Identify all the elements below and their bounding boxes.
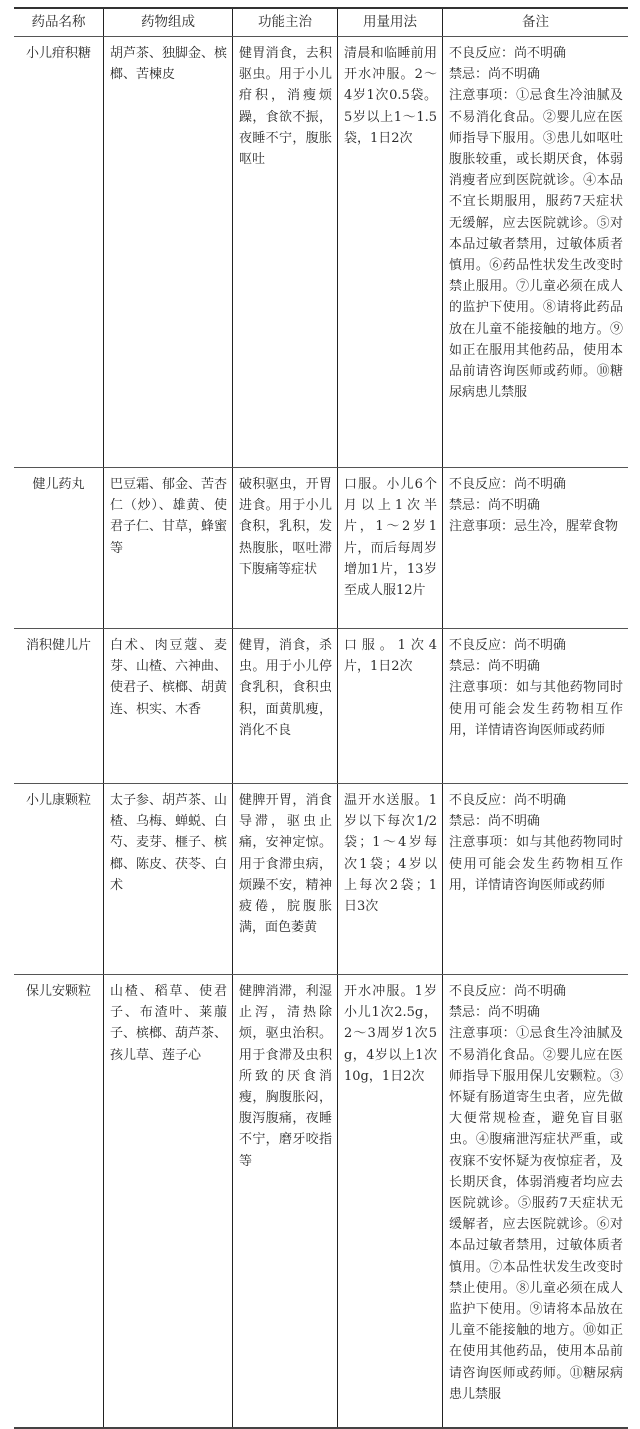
precautions: 注意事项：如与其他药物同时使用可能会发生药物相互作用，详情请咨询医师或药师 [449,680,623,738]
drug-name: 消积健儿片 [25,638,91,653]
dosage: 口服。小儿6个月以上1次半片，1～2岁1片，而后每周岁增加1片，13岁至成人服12片 [337,468,442,628]
notes [442,629,628,783]
drug-name: 小儿康颗粒 [25,793,91,808]
contraindications: 禁忌：尚不明确 [449,814,541,830]
contraindications: 禁忌：尚不明确 [449,659,541,675]
composition: 胡芦茶、独脚金、槟榔、苦楝皮 [103,37,232,467]
contraindications: 禁忌：尚不明确 [449,67,541,83]
table-row [14,468,628,629]
drug-name: 保儿安颗粒 [25,984,91,999]
drug-name: 健儿药丸 [32,477,85,492]
composition: 太子参、胡芦茶、山楂、乌梅、蝉蜕、白芍、麦芽、榧子、槟榔、陈皮、茯苓、白术 [103,784,232,974]
indications: 健胃，消食，杀虫。用于小儿停食乳积，食积虫积，面黄肌瘦，消化不良 [232,629,337,783]
medicine-table [14,7,628,1429]
indications: 健脾消滞，利湿止泻，清热除烦，驱虫治积。用于食滞及虫积所致的厌食消瘦，胸腹胀闷，腹泻腹痛，夜睡不宁，磨牙咬指等 [232,975,337,1427]
table-row [14,784,628,975]
table-row [14,629,628,784]
contraindications: 禁忌：尚不明确 [449,498,541,514]
precautions: 注意事项：①忌食生冷油腻及不易消化食品。②婴儿应在医师指导下服用保儿安颗粒。③怀疑有肠道寄生虫者，应先做大便常规检查，避免盲目驱虫。④腹痛泄泻症状严重，或夜寐不安怀疑为夜惊症者，及长期厌食，体弱消瘦者均应去医院就诊。⑤服药7天症状无缓解者，应去医院就诊。⑥对本品过敏者禁用，过敏体质者慎用。⑦本品性状发生改变时禁止使用。⑧儿童必须在成人监护下使用。⑨请将本品放在儿童不能接触的地方。⑩如正在使用其他药品，使用本品前请咨询医师或药师。⑪糖尿病患儿禁服 [449,1026,623,1402]
composition: 白术、肉豆蔻、麦芽、山楂、六神曲、使君子、槟榔、胡黄连、枳实、木香 [103,629,232,783]
dosage: 口服。1次4片，1日2次 [337,629,442,783]
adverse-reactions: 不良反应：尚不明确 [449,984,567,999]
dosage: 开水冲服。1岁小儿1次2.5g，2～3周岁1次5g，4岁以上1次10g，1日2次 [337,975,442,1427]
dosage: 清晨和临睡前用开水冲服。2～4岁1次0.5袋。5岁以上1～1.5袋，1日2次 [337,37,442,467]
precautions: 注意事项：①忌食生冷油腻及不易消化食品。②婴儿应在医师指导下服用。③患儿如呕吐腹胀较重，或长期厌食，体弱消瘦者应到医院就诊。④本品不宜长期服用，服药7天症状无缓解，应去医院就诊。⑤对本品过敏者禁用，过敏体质者慎用。⑥药品性状发生改变时禁止服用。⑦儿童必须在成人的监护下使用。⑧请将此药品放在儿童不能接触的地方。⑨如正在服用其他药品，使用本品前请咨询医师或药师。⑩糖尿病患儿禁服 [449,88,623,401]
header-composition: 药物组成 [103,9,232,36]
precautions: 注意事项：如与其他药物同时使用可能会发生药物相互作用，详情请咨询医师或药师 [449,835,623,893]
table-row [14,37,628,468]
adverse-reactions: 不良反应：尚不明确 [449,46,567,61]
header-dosage: 用量用法 [337,9,442,36]
notes [442,468,628,628]
notes [442,784,628,974]
indications: 健胃消食，去积驱虫。用于小儿疳积，消瘦烦躁，食欲不振，夜睡不宁，腹胀呕吐 [232,37,337,467]
adverse-reactions: 不良反应：尚不明确 [449,638,567,653]
header-drug-name: 药品名称 [31,14,86,30]
header-notes: 备注 [442,9,628,36]
contraindications: 禁忌：尚不明确 [449,1005,541,1021]
header-indications: 功能主治 [232,9,337,36]
notes [442,37,628,467]
adverse-reactions: 不良反应：尚不明确 [449,477,567,492]
precautions: 注意事项：忌生冷，腥荤食物 [449,519,619,535]
dosage: 温开水送服。1岁以下每次1/2袋；1～4岁每次1袋；4岁以上每次2袋；1日3次 [337,784,442,974]
notes [442,975,628,1427]
drug-name: 小儿疳积糖 [25,46,91,61]
composition: 山楂、稻草、使君子、布渣叶、莱菔子、槟榔、葫芦茶、孩儿草、莲子心 [103,975,232,1427]
table-header-row [14,9,628,37]
indications: 健脾开胃，消食导滞，驱虫止痛，安神定惊。用于食滞虫病，烦躁不安，精神疲倦，脘腹胀满，面色萎黄 [232,784,337,974]
composition: 巴豆霜、郁金、苦杏仁（炒）、雄黄、使君子仁、甘草，蜂蜜等 [103,468,232,628]
indications: 破积驱虫，开胃进食。用于小儿食积，乳积，发热腹胀，呕吐滞下腹痛等症状 [232,468,337,628]
table-row [14,975,628,1427]
adverse-reactions: 不良反应：尚不明确 [449,793,567,808]
